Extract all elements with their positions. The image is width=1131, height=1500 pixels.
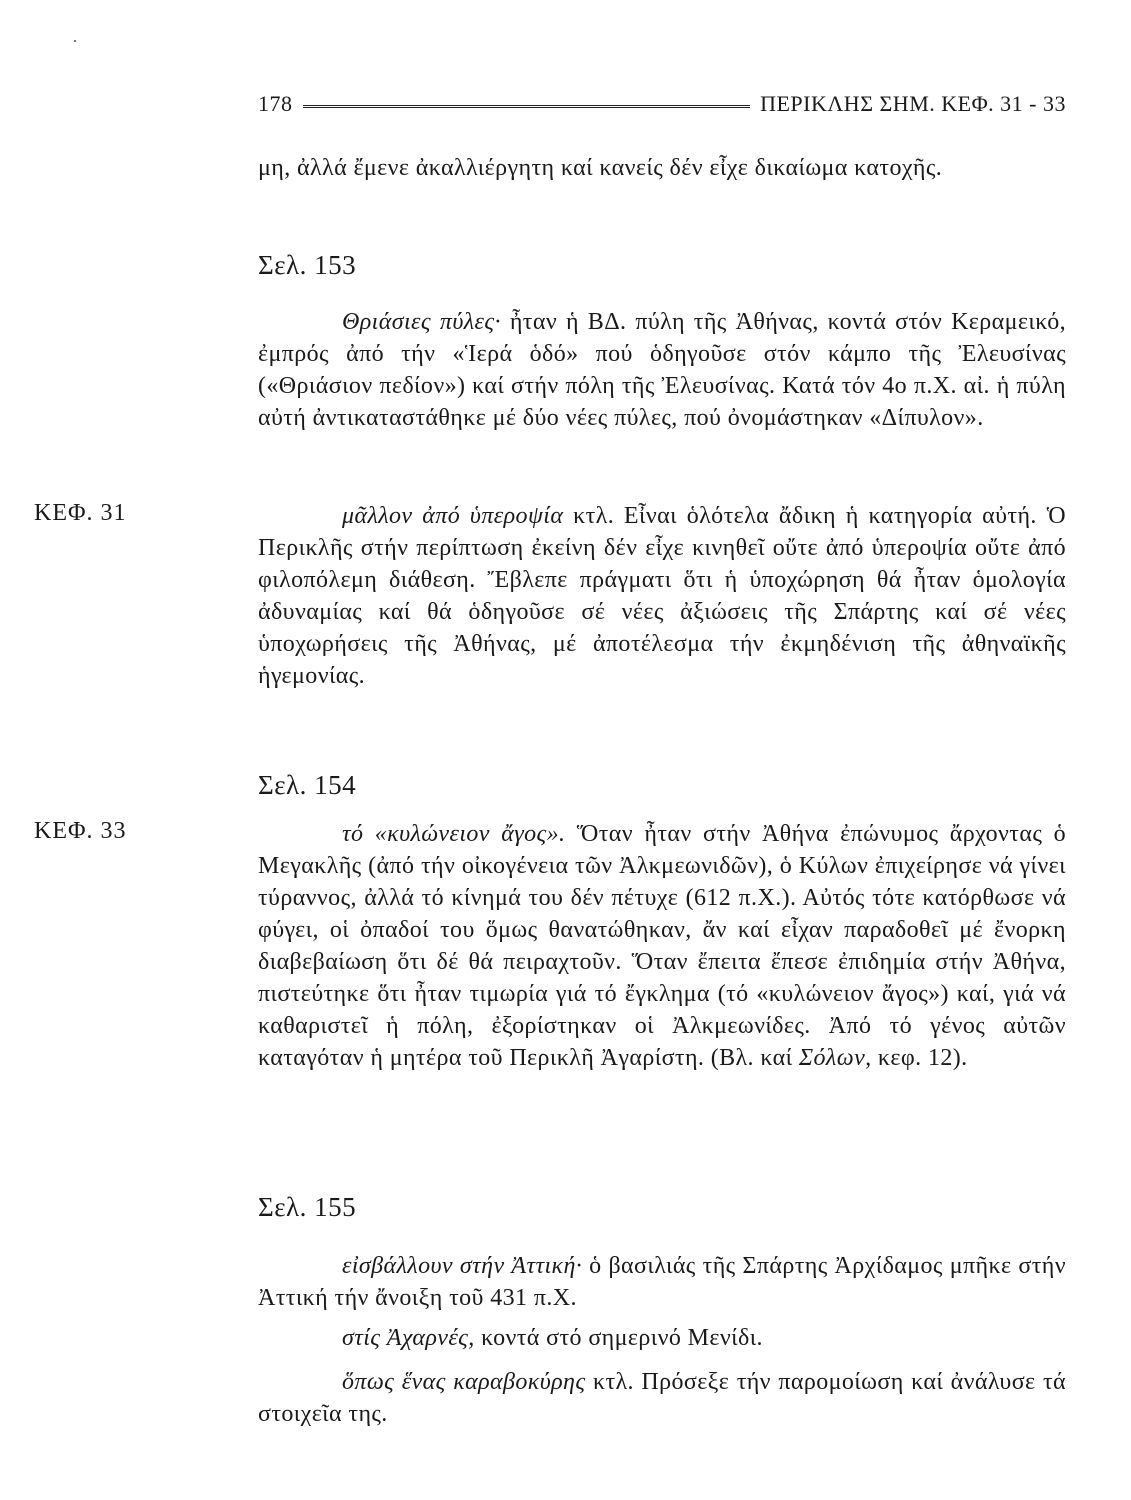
note-lemma: τό «κυλώνειον ἄγος».	[342, 821, 566, 847]
note-eisvalloun	[258, 1250, 1066, 1314]
note-text: ὁ βασιλιάς τῆς Σπάρτης Ἀρχίδαμος μπῆκε στήν Ἀττική τήν ἄνοιξη τοῦ 431 π.Χ.	[258, 1253, 1066, 1311]
speck-mark	[74, 40, 76, 42]
note-lemma: στίς Ἀχαρνές,	[342, 1325, 475, 1351]
note-karavokyris	[258, 1366, 1066, 1430]
note-lemma: ὅπως ἕνας καραβοκύρης	[342, 1369, 586, 1395]
running-title: ΠΕΡΙΚΛΗΣ ΣΗΜ. ΚΕΦ. 31 - 33	[760, 91, 1066, 116]
section-heading-155: Σελ. 155	[258, 1192, 357, 1222]
note-text: κτλ. Εἶναι ὁλότελα ἄδικη ἡ κατηγορία αὐτή. Ὁ Περικλῆς στήν περίπτωση ἐκείνη δέν εἶχε κινηθεῖ οὔτε ἀπό ὑπεροψία οὔτε ἀπό φιλοπόλεμη διάθεση. Ἔβλεπε πράγματι ὅτι ἡ ὑποχώρηση θά ἦταν ὁμολογία ἀδυναμίας καί θά ὁδηγοῦσε σέ νέες ἀξιώσεις τῆς Σπάρτης καί σέ νέες ὑποχωρήσεις τῆς Ἀθήνας, μέ ἀποτέλεσμα τήν ἐκμηδένιση τῆς ἀθηναϊκῆς ἡγεμονίας.	[258, 503, 1066, 689]
note-lemma: μᾶλλον ἀπό ὑπεροψία	[342, 503, 564, 529]
note-mallon-apo-yperopsia	[258, 500, 1066, 692]
note-lemma: εἰσβάλλουν στήν Ἀττική·	[342, 1253, 583, 1279]
note-reference-tail: κεφ. 12).	[871, 1045, 968, 1071]
note-lemma: Θριάσιες πύλες·	[342, 309, 501, 335]
note-text: ἦταν ἡ ΒΔ. πύλη τῆς Ἀθήνας, κοντά στόν Κεραμεικό, ἐμπρός ἀπό τήν «Ἱερά ὁδό» πού ὁδηγοῦσε στόν κάμπο τῆς Ἐλευσίνας («Θριάσιον πεδίον») καί στήν πόλη τῆς Ἐλευσίνας. Κατά τόν 4ο π.Χ. αἰ. ἡ πύλη αὐτή ἀντικαταστάθηκε μέ δύο νέες πύλες, πού ὀνομάστηκαν «Δίπυλον».	[258, 309, 1066, 431]
section-heading-153: Σελ. 153	[258, 250, 357, 280]
page-number: 178	[258, 91, 293, 116]
intro-paragraph	[258, 152, 1066, 184]
note-reference: Σόλων,	[798, 1045, 872, 1071]
header-rule	[303, 105, 751, 108]
note-text: κοντά στό σημερινό Μενίδι.	[474, 1325, 763, 1351]
running-header	[258, 88, 1066, 120]
margin-label-kef-33: ΚΕΦ. 33	[34, 818, 127, 844]
note-text: κτλ. Πρόσεξε τήν παρομοίωση καί ἀνάλυσε τά στοιχεῖα της.	[258, 1369, 1066, 1427]
note-kyloneion-agos	[258, 818, 1066, 1074]
note-thriasies-pyles	[258, 306, 1066, 434]
margin-label-kef-31: ΚΕΦ. 31	[34, 500, 127, 526]
section-heading-154: Σελ. 154	[258, 770, 357, 800]
intro-text: μη, ἀλλά ἔμενε ἀκαλλιέργητη καί κανείς δέν εἶχε δικαίωμα κατοχῆς.	[258, 155, 943, 181]
note-text: Ὅταν ἦταν στήν Ἀθήνα ἐπώνυμος ἄρχοντας ὁ Μεγακλῆς (ἀπό τήν οἰκογένεια τῶν Ἀλκμεωνιδῶν), ὁ Κύλων ἐπιχείρησε νά γίνει τύραννος, ἀλλά τό κίνημά του δέν πέτυχε (612 π.Χ.). Αὐτός τότε κατόρθωσε νά φύγει, οἱ ὀπαδοί του ὅμως θανατώθηκαν, ἄν καί εἶχαν παραδοθεῖ μέ ἔνορκη διαβεβαίωση ὅτι δέ θά πειραχτοῦν. Ὅταν ἔπειτα ἔπεσε ἐπιδημία στήν Ἀθήνα, πιστεύτηκε ὅτι ἦταν τιμωρία γιά τό ἔγκλημα (τό «κυλώνειον ἄγος») καί, γιά νά καθαριστεῖ ἡ πόλη, ἐξορίστηκαν οἱ Ἀλκμεωνίδες. Ἀπό τό γένος αὐτῶν καταγόταν ἡ μητέρα τοῦ Περικλῆ Ἀγαρίστη. (Βλ. καί	[258, 821, 1066, 1071]
note-acharnes	[258, 1322, 1066, 1354]
